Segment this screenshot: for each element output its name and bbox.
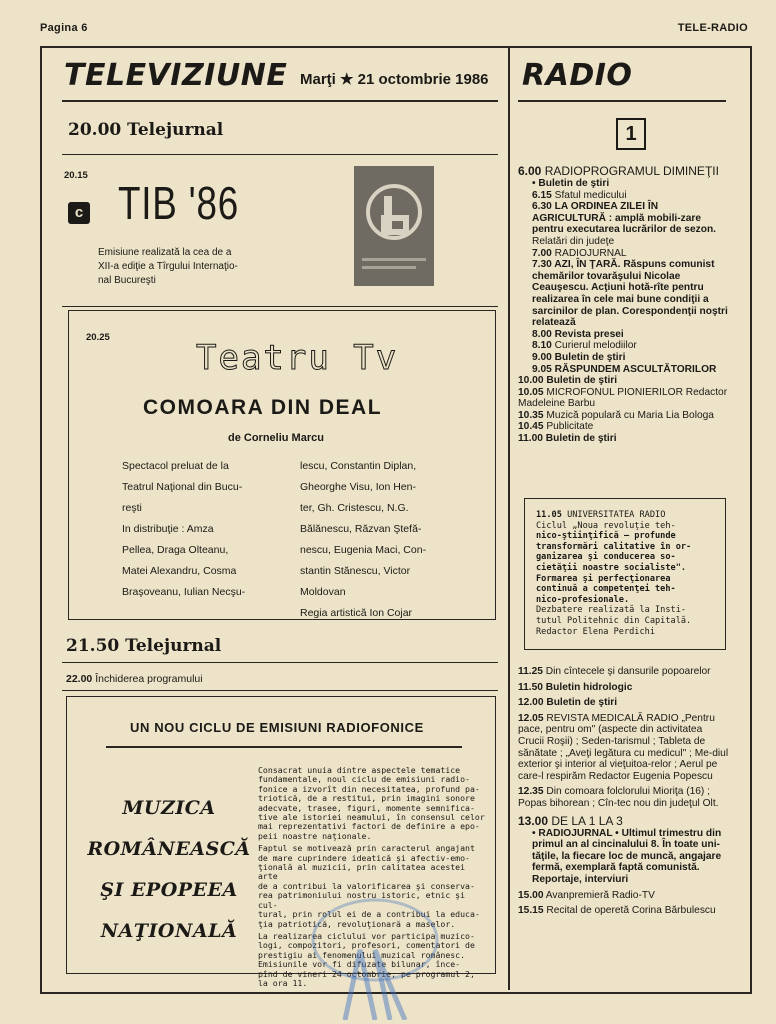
radio-time: 10.45 <box>518 421 544 433</box>
tib-logo-icon <box>354 166 434 286</box>
radio-entry <box>518 201 730 236</box>
box-line: cietăţii noastre socialiste". <box>536 562 687 573</box>
box-line: tutul Politehnic din Capitală. <box>536 615 692 626</box>
rule <box>62 154 498 155</box>
credit-line: ter, Gh. Cristescu, N.G. <box>300 502 409 514</box>
body-line: de mare cuprindere ideatică şi afectiv-emo- <box>258 852 470 863</box>
radio-time: 10.00 <box>518 375 544 387</box>
radio-entry <box>518 340 730 352</box>
radio-text: • Buletin de ştiri <box>532 178 610 189</box>
tv-time: 20.00 <box>68 120 122 140</box>
radio-time: 9.00 <box>532 351 552 363</box>
body-line: ţională al muzicii, prin calitatea acestei arte <box>258 862 466 882</box>
page-number: Pagina 6 <box>40 22 88 34</box>
box-line: Redactor Elena Perdichi <box>536 626 655 637</box>
radio-entry <box>518 814 730 828</box>
box-line: continuă a competenţei teh- <box>536 584 676 595</box>
radio-text: Buletin hidrologic <box>545 681 633 693</box>
radio-entry <box>518 713 730 783</box>
body-line: Emisiunile vor fi difuzate bilunar, înce- <box>258 959 461 970</box>
body-line: peii noastre naţionale. <box>258 830 372 841</box>
tv-time: 21.50 <box>66 636 120 656</box>
body-line: fundamentale, noul ciclu de emisiuni radio- <box>258 774 470 785</box>
radio-time: 8.10 <box>532 340 552 352</box>
tv-item-telejurnal-1 <box>68 120 223 140</box>
radio-text: Sfatul medicului <box>554 189 627 201</box>
credit-line: lescu, Constantin Diplan, <box>300 460 417 472</box>
radio-schedule-morning <box>518 164 730 445</box>
body-line: adecvate, trasee, figuri, momente semnifica- <box>258 802 475 813</box>
tv-item-closing <box>66 673 203 685</box>
rule <box>62 306 498 307</box>
radio-time: 8.00 <box>532 328 552 340</box>
radio-time: 12.05 <box>518 712 544 724</box>
body-line: rea patrimoniului nostru istoric, etnic şi cul- <box>258 890 466 910</box>
radio-text: Relatări din judeţe <box>532 235 615 247</box>
body-line: triotică, de a restitui, prin imagini sonore <box>258 793 475 804</box>
credit-line: stantin Stănescu, Victor <box>300 565 411 577</box>
credit-line: nescu, Eugenia Maci, Con- <box>300 544 427 556</box>
tv-title-text: Telejurnal <box>125 636 222 656</box>
radio-time: 11.00 <box>518 433 543 445</box>
radio-text: Buletin de ştiri <box>546 375 618 387</box>
side-title-line: NAŢIONALĂ <box>100 920 238 942</box>
box-line: UNIVERSITATEA RADIO <box>567 510 666 520</box>
radio-time: 10.35 <box>518 409 544 421</box>
credit-line: Regia artistică Ion Cojar <box>300 607 413 619</box>
box-line: Dezbatere realizată la Insti- <box>536 605 687 616</box>
radio-entry <box>518 375 730 387</box>
radio-entry <box>518 421 730 433</box>
play-author: de Corneliu Marcu <box>228 432 324 444</box>
body-line: La realizarea ciclului vor participa muzico- <box>258 930 475 941</box>
credit-line: Gheorghe Visu, Ion Hen- <box>300 481 416 493</box>
radio-text: RĂSPUNDEM ASCULTĂTORILOR <box>554 363 717 375</box>
article-side-title <box>84 788 254 952</box>
credit-line: reşti <box>122 502 142 514</box>
box-line: nico-ştiinţifică — profunde <box>536 531 676 542</box>
box-line: ganizarea şi conducerea so- <box>536 552 676 563</box>
play-credits-left <box>122 456 290 603</box>
radio-time: 11.50 <box>518 681 543 693</box>
side-title-line: MUZICA <box>122 797 216 819</box>
radio-time: 10.05 <box>518 386 544 398</box>
article-headline: UN NOU CICLU DE EMISIUNI RADIOFONICE <box>130 720 424 735</box>
radio-time: 7.30 <box>532 259 552 271</box>
credit-line: Moldovan <box>300 586 346 598</box>
box-line: Ciclul „Noua revoluţie teh- <box>536 520 676 531</box>
column-divider <box>508 48 510 990</box>
radio-text: Buletin de ştiri <box>545 433 617 445</box>
credit-line: Teatrul Naţional din Bucu- <box>122 481 243 493</box>
play-title: COMOARA DIN DEAL <box>143 396 383 419</box>
radio-entry <box>518 387 730 410</box>
desc-line: XII-a ediţie a Tîrgului Internaţio- <box>98 261 238 272</box>
tv-title-text: Telejurnal <box>127 120 224 140</box>
radio-time: 7.00 <box>532 247 552 259</box>
radio-entry <box>518 259 730 329</box>
radio-text: REVISTA MEDICALĂ RADIO „Pentru pace, pentru om" (aspecte din activitatea Crucii Roşii) ; Seden-tarismul ; Tableta de sănătate ; „Aveţi legătura cu medicul" ; Me-diul exterior şi interior al vieţuitoa-relor ; Aerul pe care-l respirăm Redactor Eugenia Popescu <box>518 712 729 782</box>
color-broadcast-badge: c <box>68 202 90 224</box>
radio-time: 9.05 <box>532 363 552 375</box>
radio-text: Buletin de ştiri <box>546 697 618 709</box>
credit-line: Bălănescu, Răzvan Ştefă- <box>300 523 422 535</box>
watermark-emblem-icon <box>300 880 450 1020</box>
radio-time: 13.00 <box>518 813 549 828</box>
radio-header-rule <box>518 100 726 102</box>
radio-text: Revista presei <box>554 328 624 340</box>
desc-line: Emisiune realizată la cea de a <box>98 247 232 258</box>
tv-item-telejurnal-2 <box>66 636 221 656</box>
body-line: tive ale istoriei neamului, în consensul celor <box>258 812 485 823</box>
radio-entry <box>518 364 730 376</box>
rule <box>62 690 498 691</box>
radio-entry <box>518 248 730 260</box>
body-line: ţia patriotică, revoluţionară a maselor. <box>258 918 456 929</box>
radio-text: Recital de operetă Corina Bărbulescu <box>546 905 716 917</box>
radio-text: LA ORDINEA ZILEI ÎN AGRICULTURĂ : amplă mobili-zare pentru executarea lucrărilor de sezon. <box>532 201 717 236</box>
radio-text: Din comoara folclorului Mioriţa (16) ; Popas bihorean ; Cîn-tec nou din judeţul Olt. <box>518 786 719 809</box>
rule <box>62 662 498 663</box>
section-label: TELE-RADIO <box>677 22 748 34</box>
tv-time: 20.25 <box>86 332 110 343</box>
credit-line: Spectacol preluat de la <box>122 460 229 472</box>
tib-logo-image <box>354 166 434 286</box>
radio-text: RADIOJURNAL <box>554 247 627 259</box>
radio-time: 6.00 <box>518 164 542 178</box>
side-title-line: ROMÂNEASCĂ <box>87 838 251 860</box>
body-line: mai reprezentativi factori de definire a epo- <box>258 821 480 832</box>
radio-text: Avanpremieră Radio-TV <box>545 889 655 901</box>
radio-entry <box>518 697 730 709</box>
box-line: transformări calitative în or- <box>536 541 692 552</box>
radio-time: 12.00 <box>518 697 544 709</box>
radio-time: 15.15 <box>518 905 544 917</box>
radio-entry <box>518 410 730 422</box>
box-line: nico-profesionale. <box>536 594 630 605</box>
tv-time: 20.15 <box>64 170 88 181</box>
radio-text: RADIOPROGRAMUL DIMINEŢII <box>544 164 719 178</box>
body-line: la ora 11. <box>258 977 308 988</box>
tv-date: Marţi ★ 21 octombrie 1986 <box>300 71 489 88</box>
radio-time: 6.30 <box>532 201 552 213</box>
radio-text: DE LA 1 LA 3 <box>551 813 623 828</box>
radio-entry <box>518 682 730 694</box>
tib-description <box>98 246 298 288</box>
body-line: logi, compozitori, profesori, comentatori de <box>258 940 475 951</box>
radio-time: 15.00 <box>518 889 544 901</box>
radio-text: • RADIOJURNAL • Ultimul trimestru din primul an al cincinalului 8. În toate uni-tăţile, la fiecare loc de muncă, angajare fermă, exemplară faptă comunistă. Reportaje, interviuri <box>532 827 722 885</box>
body-line: Consacrat unuia dintre aspectele tematice <box>258 765 461 775</box>
radio-time: 12.35 <box>518 786 544 798</box>
radio-entry <box>518 666 730 678</box>
radio-text: AZI, ÎN ŢARĂ. Răspuns comunist chemărilor tovarăşului Nicolae Ceauşescu. Acţiuni hotă-rîte pentru realizarea în cele mai bune condiţii a sarcinilor de plan. Corespondenţii noştri relatează <box>532 259 728 329</box>
radio-entry <box>518 190 730 202</box>
radio-time: 11.25 <box>518 666 543 677</box>
radio-entry <box>518 828 730 886</box>
tv-title: TELEVIZIUNE <box>64 58 288 93</box>
radio-text: Curierul melodiilor <box>554 340 637 352</box>
radio-time: 6.15 <box>532 189 552 201</box>
credit-line: In distribuţie : Amza <box>122 523 214 535</box>
radio-entry <box>518 329 730 341</box>
universitatea-radio-text <box>536 510 720 637</box>
body-line: Faptul se motivează prin caracterul angajant <box>258 843 475 854</box>
body-line: prestigiu ai fenomenului muzical românesc. <box>258 949 466 960</box>
desc-line: nal Bucureşti <box>98 275 156 286</box>
radio-entry <box>518 890 730 902</box>
headline-rule <box>106 746 462 748</box>
radio-entry <box>518 905 730 917</box>
radio-text: Buletin de ştiri <box>554 351 626 363</box>
teatru-tv-logo: Teatru Tv <box>196 338 399 378</box>
radio-text: Muzică populară cu Maria Lia Bologa <box>546 409 714 421</box>
play-credits-right <box>300 456 482 624</box>
tv-header-rule <box>62 100 498 102</box>
credit-line: Matei Alexandru, Cosma <box>122 565 237 577</box>
body-line: de a contribui la valorificarea şi conserva- <box>258 880 475 891</box>
radio-entry <box>518 786 730 809</box>
body-line: pînd de vineri 24 octombrie, pe programul 2, <box>258 968 475 979</box>
radio-schedule-afternoon <box>518 666 730 917</box>
radio-entry <box>518 236 730 248</box>
radio-text: Publicitate <box>546 421 594 433</box>
tv-title-text: Închiderea programului <box>95 673 203 685</box>
radio-text: Din cîntecele şi dansurile popoarelor <box>545 666 711 677</box>
radio-entry <box>518 433 730 445</box>
radio-text: MICROFONUL PIONIERILOR Redactor Madeleine Barbu <box>518 386 728 410</box>
tib-title: TIB '86 <box>118 177 240 229</box>
tv-time: 22.00 <box>66 673 93 685</box>
radio-entry <box>518 164 730 178</box>
box-line: Formarea şi perfecţionarea <box>536 573 671 584</box>
body-line: tural, prin rolul ei de a contribui la educa- <box>258 909 480 920</box>
radio-entry <box>518 178 730 190</box>
credit-line: Braşoveanu, Iulian Necşu- <box>122 586 246 598</box>
credit-line: Pellea, Draga Olteanu, <box>122 544 229 556</box>
radio-entry <box>518 352 730 364</box>
radio-title: RADIO <box>522 58 633 93</box>
program-number-badge: 1 <box>616 118 646 150</box>
side-title-line: ŞI EPOPEEA <box>100 879 238 901</box>
radio-time: 11.05 <box>536 510 562 520</box>
body-line: fonice a izvorît din necesitatea, profund pa- <box>258 783 480 794</box>
